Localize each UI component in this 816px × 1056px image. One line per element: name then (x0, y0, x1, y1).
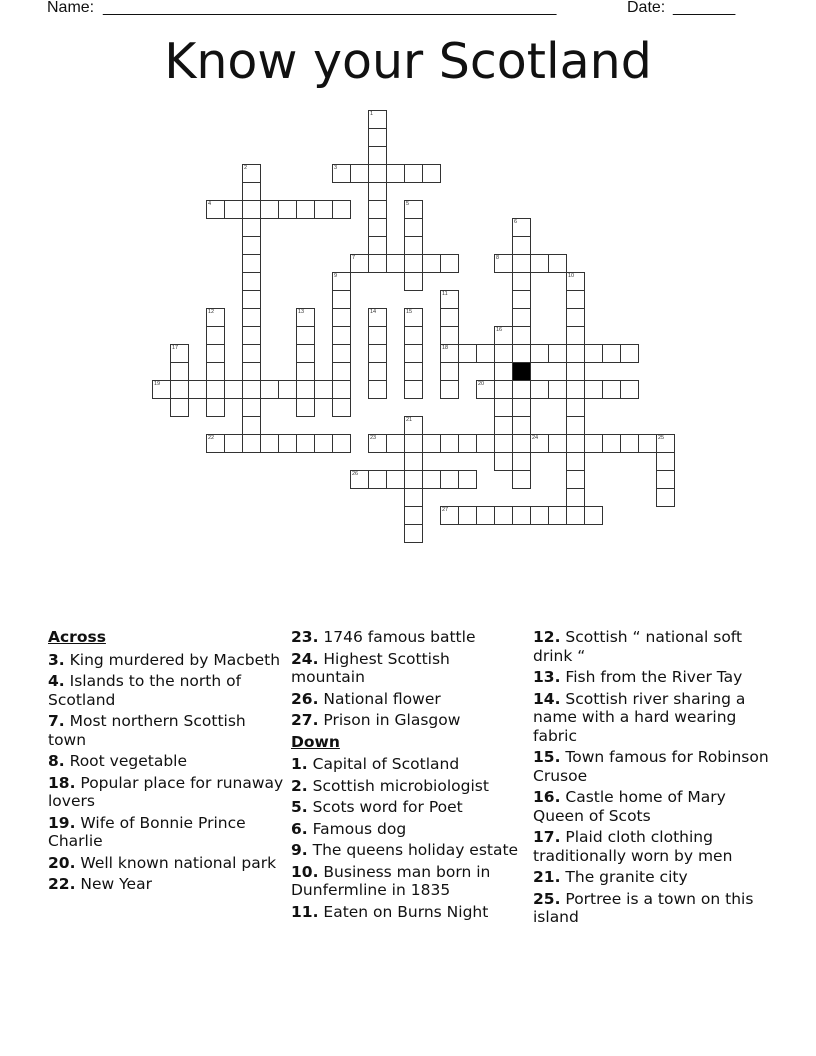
grid-cell[interactable] (368, 380, 387, 399)
grid-cell[interactable] (314, 434, 333, 453)
grid-cell[interactable] (242, 344, 261, 363)
grid-cell[interactable] (242, 434, 261, 453)
clue-down-5: 5. Scots word for Poet (291, 798, 463, 816)
grid-cell[interactable] (206, 200, 225, 219)
grid-cell-number: 16 (496, 327, 503, 333)
grid-cell[interactable] (422, 434, 441, 453)
grid-cell[interactable] (512, 380, 531, 399)
grid-cell-number: 11 (442, 291, 448, 297)
grid-cell[interactable] (332, 362, 351, 381)
grid-cell-number: 2 (244, 165, 248, 171)
grid-cell[interactable] (404, 254, 423, 273)
grid-cell-number: 24 (532, 435, 539, 441)
grid-cell[interactable] (368, 200, 387, 219)
grid-cell[interactable] (440, 380, 459, 399)
grid-cell[interactable] (368, 146, 387, 165)
grid-cell[interactable] (512, 326, 531, 345)
clue-across-23: 23. 1746 famous battle (291, 628, 476, 646)
grid-cell[interactable] (404, 488, 423, 507)
clue-down-12: 12. Scottish “ national soft drink “ (533, 628, 743, 665)
date-label: Date: (627, 0, 666, 16)
grid-cell[interactable] (458, 344, 477, 363)
clue-across-18: 18. Popular place for runaway lovers (48, 773, 284, 810)
grid-cell[interactable] (404, 380, 423, 399)
grid-cell-number: 23 (370, 435, 377, 441)
grid-cell[interactable] (566, 380, 585, 399)
grid-cell[interactable] (242, 200, 261, 219)
grid-cell[interactable] (368, 254, 387, 273)
grid-cell[interactable] (368, 236, 387, 255)
grid-cell[interactable] (530, 506, 549, 525)
grid-cell[interactable] (278, 200, 297, 219)
grid-cell[interactable] (512, 452, 531, 471)
grid-cell[interactable] (602, 434, 621, 453)
grid-cell[interactable] (404, 272, 423, 291)
clue-across-4: 4. Islands to the north of Scotland (48, 672, 242, 709)
grid-cell[interactable] (170, 398, 189, 417)
grid-cell-number: 3 (334, 165, 338, 171)
grid-cell[interactable] (566, 434, 585, 453)
page-title: Know your Scotland (164, 33, 652, 90)
grid-cell[interactable] (404, 236, 423, 255)
grid-cell[interactable] (206, 398, 225, 417)
grid-cell-number: 13 (298, 309, 305, 315)
grid-cell[interactable] (476, 344, 495, 363)
grid-cell-number: 27 (442, 507, 449, 513)
grid-cell[interactable] (422, 254, 441, 273)
grid-cell[interactable] (566, 290, 585, 309)
grid-cell[interactable] (404, 308, 423, 327)
grid-cell[interactable] (458, 434, 477, 453)
grid-cell[interactable] (566, 452, 585, 471)
clue-down-6: 6. Famous dog (291, 819, 407, 838)
grid-cell[interactable] (242, 272, 261, 291)
down-heading: Down (291, 732, 340, 751)
grid-cell[interactable] (440, 434, 459, 453)
grid-cell[interactable] (440, 254, 459, 273)
grid-cell[interactable] (512, 506, 531, 525)
grid-cell[interactable] (332, 308, 351, 327)
grid-cell[interactable] (170, 362, 189, 381)
grid-cell[interactable] (260, 434, 279, 453)
grid-cell[interactable] (206, 308, 225, 327)
grid-cell[interactable] (152, 380, 171, 399)
grid-cell[interactable] (656, 452, 675, 471)
grid-cell[interactable] (368, 344, 387, 363)
grid-cell-number: 6 (514, 219, 518, 225)
grid-cell[interactable] (512, 290, 531, 309)
grid-cell[interactable] (332, 272, 351, 291)
grid-cell[interactable] (620, 344, 639, 363)
grid-cell[interactable] (512, 218, 531, 237)
grid-cell-number: 20 (478, 381, 485, 387)
grid-cell[interactable] (584, 434, 603, 453)
grid-cell[interactable] (386, 434, 405, 453)
grid-cell[interactable] (314, 380, 333, 399)
grid-cell[interactable] (368, 182, 387, 201)
grid-cell[interactable] (224, 380, 243, 399)
grid-cell-number: 25 (658, 435, 665, 441)
grid-cell[interactable] (476, 380, 495, 399)
grid-cell[interactable] (458, 470, 477, 489)
grid-cell[interactable] (296, 380, 315, 399)
clue-down-21: 21. The granite city (533, 868, 688, 886)
grid-cell[interactable] (242, 290, 261, 309)
grid-cell[interactable] (314, 200, 333, 219)
grid-cell[interactable] (440, 326, 459, 345)
grid-cell[interactable] (242, 380, 261, 399)
grid-cell-number: 19 (154, 381, 161, 387)
grid-cell[interactable] (296, 434, 315, 453)
grid-cell[interactable] (224, 200, 243, 219)
grid-cell[interactable] (584, 380, 603, 399)
grid-cell-number: 1 (370, 111, 374, 117)
clue-down-10: 10. Business man born in Dunfermline in 1835 (291, 862, 491, 899)
clue-across-19: 19. Wife of Bonnie Prince Charlie (48, 813, 246, 850)
grid-cell[interactable] (386, 470, 405, 489)
grid-cell-number: 26 (352, 471, 359, 477)
grid-cell[interactable] (404, 326, 423, 345)
grid-cell[interactable] (404, 470, 423, 489)
grid-cell[interactable] (494, 398, 513, 417)
grid-cell[interactable] (224, 434, 243, 453)
grid-cell[interactable] (404, 506, 423, 525)
grid-cell[interactable] (656, 470, 675, 489)
clue-down-25: 25. Portree is a town on this island (533, 889, 754, 926)
grid-cell[interactable] (566, 398, 585, 417)
clue-down-11: 11. Eaten on Burns Night (291, 902, 489, 921)
grid-cell[interactable] (242, 398, 261, 417)
clue-down-9: 9. The queens holiday estate (291, 841, 519, 859)
grid-cell[interactable] (440, 506, 459, 525)
grid-cell[interactable] (206, 326, 225, 345)
grid-cell[interactable] (512, 416, 531, 435)
grid-cell[interactable] (494, 452, 513, 471)
grid-cell[interactable] (494, 380, 513, 399)
grid-cell[interactable] (368, 362, 387, 381)
grid-cell[interactable] (440, 290, 459, 309)
clue-across-22: 22. New Year (48, 875, 152, 893)
grid-cell[interactable] (512, 470, 531, 489)
grid-cell[interactable] (512, 308, 531, 327)
grid-cell[interactable] (548, 254, 567, 273)
grid-cell[interactable] (296, 398, 315, 417)
grid-cell[interactable] (278, 380, 297, 399)
grid-cell[interactable] (548, 506, 567, 525)
grid-cell[interactable] (242, 182, 261, 201)
grid-cell[interactable] (332, 326, 351, 345)
grid-cell[interactable] (530, 380, 549, 399)
clue-down-17: 17. Plaid cloth clothing traditionally worn by men (533, 828, 733, 865)
grid-cell[interactable] (332, 344, 351, 363)
grid-cell[interactable] (566, 416, 585, 435)
grid-cell[interactable] (332, 434, 351, 453)
grid-cell[interactable] (242, 218, 261, 237)
grid-cell-number: 21 (406, 417, 413, 423)
grid-cell[interactable] (368, 470, 387, 489)
grid-cell[interactable] (422, 470, 441, 489)
grid-cell[interactable] (548, 380, 567, 399)
grid-cell[interactable] (440, 344, 459, 363)
grid-cell[interactable] (188, 380, 207, 399)
grid-cell[interactable] (602, 380, 621, 399)
grid-cell[interactable] (350, 254, 369, 273)
grid-cell[interactable] (566, 488, 585, 507)
clue-across-20: 20. Well known national park (48, 853, 277, 872)
clue-down-16: 16. Castle home of Mary Queen of Scots (533, 788, 726, 825)
grid-cell[interactable] (206, 344, 225, 363)
grid-cell-number: 7 (352, 255, 356, 261)
grid-cell[interactable] (404, 344, 423, 363)
grid-cell[interactable] (530, 344, 549, 363)
grid-cell[interactable] (368, 164, 387, 183)
grid-cell[interactable] (404, 452, 423, 471)
grid-cell[interactable] (386, 254, 405, 273)
grid-cell[interactable] (602, 344, 621, 363)
grid-cell[interactable] (620, 434, 639, 453)
grid-cell[interactable] (206, 434, 225, 453)
clue-across-8: 8. Root vegetable (48, 752, 188, 770)
grid-cell[interactable] (242, 416, 261, 435)
grid-cell[interactable] (584, 506, 603, 525)
grid-cell[interactable] (530, 254, 549, 273)
grid-cell[interactable] (566, 506, 585, 525)
grid-cell[interactable] (638, 434, 657, 453)
grid-cell[interactable] (368, 434, 387, 453)
grid-cell[interactable] (332, 200, 351, 219)
clue-down-15: 15. Town famous for Robinson Crusoe (533, 748, 769, 785)
grid-cell[interactable] (404, 164, 423, 183)
grid-cell[interactable] (242, 236, 261, 255)
grid-cell[interactable] (332, 380, 351, 399)
grid-cell[interactable] (350, 164, 369, 183)
grid-cell[interactable] (422, 164, 441, 183)
grid-cell[interactable] (332, 164, 351, 183)
grid-cell-number: 14 (370, 309, 377, 315)
grid-cell[interactable] (296, 344, 315, 363)
grid-cell[interactable] (332, 398, 351, 417)
name-line[interactable]: _____________________________________________________ (103, 0, 557, 16)
grid-cell[interactable] (530, 434, 549, 453)
grid-cell[interactable] (404, 362, 423, 381)
grid-cell[interactable] (242, 308, 261, 327)
grid-cell[interactable] (494, 416, 513, 435)
grid-cell[interactable] (206, 380, 225, 399)
grid-cell[interactable] (494, 326, 513, 345)
grid-cell-number: 17 (172, 345, 179, 351)
grid-cell[interactable] (440, 308, 459, 327)
grid-cell[interactable] (512, 434, 531, 453)
grid-cell[interactable] (404, 200, 423, 219)
clue-down-2: 2. Scottish microbiologist (291, 776, 489, 795)
grid-cell[interactable] (494, 506, 513, 525)
name-label: Name: (47, 0, 95, 16)
grid-cell[interactable] (566, 362, 585, 381)
grid-cell-number: 18 (442, 345, 449, 351)
grid-cell[interactable] (512, 236, 531, 255)
grid-cell[interactable] (368, 218, 387, 237)
grid-cell[interactable] (548, 434, 567, 453)
grid-cell[interactable] (494, 254, 513, 273)
clue-across-3: 3. King murdered by Macbeth (48, 650, 281, 669)
grid-cell[interactable] (494, 344, 513, 363)
clues-column-1 (48, 628, 284, 897)
grid-cell[interactable] (512, 344, 531, 363)
grid-cell[interactable] (512, 398, 531, 417)
grid-cell[interactable] (296, 308, 315, 327)
grid-cell[interactable] (566, 308, 585, 327)
grid-cell-number: 9 (334, 273, 338, 279)
grid-cell[interactable] (494, 434, 513, 453)
grid-cell-number: 8 (496, 255, 500, 261)
clue-down-14: 14. Scottish river sharing a name with a hard wearing fabric (533, 689, 746, 745)
grid-cell[interactable] (620, 380, 639, 399)
grid-cell[interactable] (566, 326, 585, 345)
grid-cell[interactable] (206, 362, 225, 381)
grid-cell[interactable] (476, 506, 495, 525)
grid-cell[interactable] (368, 110, 387, 129)
grid-cell[interactable] (296, 362, 315, 381)
grid-cell[interactable] (566, 344, 585, 363)
clue-across-26: 26. National flower (291, 689, 441, 708)
clue-down-13: 13. Fish from the River Tay (533, 668, 743, 686)
grid-cell[interactable] (296, 200, 315, 219)
grid-cell[interactable] (656, 488, 675, 507)
grid-cell[interactable] (440, 470, 459, 489)
grid-cell[interactable] (656, 434, 675, 453)
grid-cell-number: 10 (568, 273, 575, 279)
grid-cell[interactable] (170, 344, 189, 363)
clues-column-2 (291, 628, 527, 924)
grid-cell-number: 22 (208, 435, 215, 441)
grid-cell[interactable] (368, 308, 387, 327)
grid-cell-number: 15 (406, 309, 413, 315)
clues-column-3 (533, 628, 769, 930)
grid-cell[interactable] (584, 344, 603, 363)
date-line[interactable]: _______ (673, 0, 736, 16)
grid-cell[interactable] (278, 434, 297, 453)
grid-cell[interactable] (260, 200, 279, 219)
grid-cell[interactable] (242, 164, 261, 183)
grid-cell-number: 12 (208, 309, 215, 315)
clue-across-27: 27. Prison in Glasgow (291, 711, 461, 729)
grid-cell[interactable] (170, 380, 189, 399)
grid-cell[interactable] (548, 344, 567, 363)
grid-cell[interactable] (512, 272, 531, 291)
grid-cell[interactable] (350, 470, 369, 489)
grid-cell[interactable] (404, 434, 423, 453)
grid-cell[interactable] (458, 506, 477, 525)
grid-cell[interactable] (494, 362, 513, 381)
grid-cell[interactable] (368, 128, 387, 147)
grid-cell[interactable] (566, 272, 585, 291)
grid-cell[interactable] (332, 290, 351, 309)
clue-across-7: 7. Most northern Scottish town (48, 712, 246, 749)
grid-cell[interactable] (404, 218, 423, 237)
grid-cell[interactable] (386, 164, 405, 183)
clue-down-1: 1. Capital of Scotland (291, 755, 460, 773)
grid-cell[interactable] (404, 416, 423, 435)
grid-cell[interactable] (566, 470, 585, 489)
grid-cell-number: 4 (208, 201, 212, 207)
grid-black-cell (512, 362, 531, 381)
grid-cell[interactable] (242, 326, 261, 345)
grid-cell[interactable] (512, 254, 531, 273)
grid-cell[interactable] (296, 326, 315, 345)
grid-cell-number: 5 (406, 201, 410, 207)
grid-cell[interactable] (404, 524, 423, 543)
grid-cell[interactable] (476, 434, 495, 453)
grid-cell[interactable] (242, 254, 261, 273)
grid-cell[interactable] (440, 362, 459, 381)
grid-cell[interactable] (368, 326, 387, 345)
grid-cell[interactable] (260, 380, 279, 399)
grid-cell[interactable] (242, 362, 261, 381)
clue-across-24: 24. Highest Scottish mountain (291, 649, 450, 686)
across-heading: Across (48, 628, 106, 646)
